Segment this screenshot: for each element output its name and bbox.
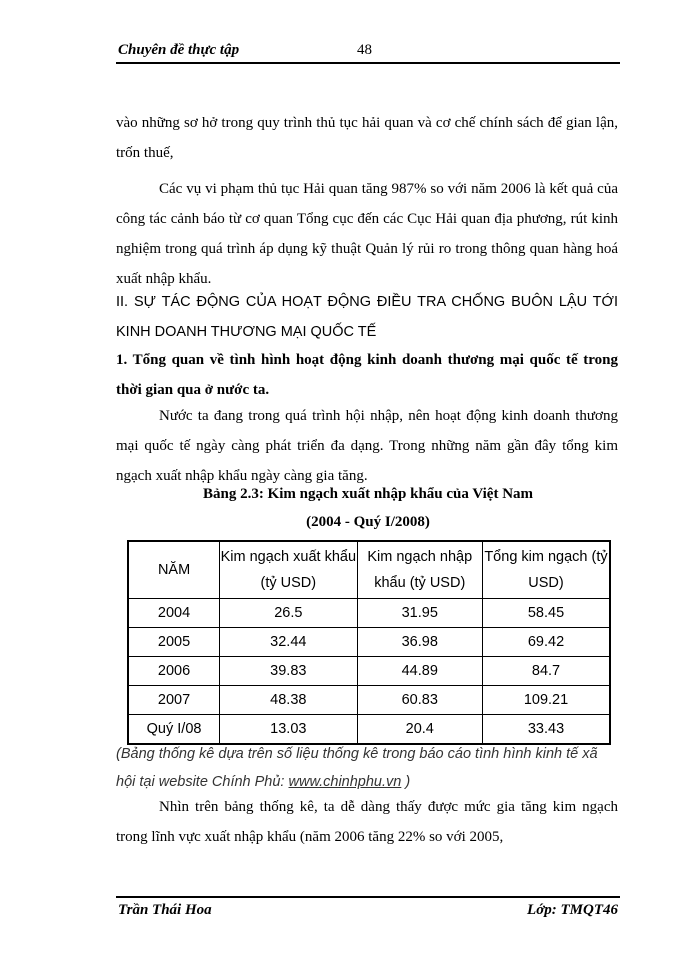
table-header-row bbox=[128, 541, 610, 599]
caption-end: ) bbox=[401, 774, 411, 790]
cell-export: 26.5 bbox=[220, 599, 357, 628]
source-link[interactable]: www.chinhphu.vn bbox=[288, 774, 402, 790]
table-row bbox=[128, 628, 610, 657]
paragraph-analysis: Nhìn trên bảng thống kê, ta dễ dàng thấy được mức gia tăng kim ngạch trong lĩnh vực xuất nhập khẩu (năm 2006 tăng 22% so với 2005, bbox=[116, 799, 618, 845]
footer-class: Lớp: TMQT46 bbox=[527, 902, 618, 918]
cell-import: 36.98 bbox=[357, 628, 482, 657]
table-row bbox=[128, 599, 610, 628]
cell-total: 84.7 bbox=[482, 657, 610, 686]
table-subtitle: (2004 - Quý I/2008) bbox=[306, 514, 430, 530]
header-title: Chuyên đề thực tập bbox=[118, 42, 240, 58]
trade-table bbox=[127, 540, 611, 745]
section-heading: II. SỰ TÁC ĐỘNG CỦA HOẠT ĐỘNG ĐIỀU TRA CHỐNG BUÔN LẬU TỚI KINH DOANH THƯƠNG MẠI QUỐC TẾ bbox=[116, 294, 618, 340]
table-row bbox=[128, 686, 610, 715]
cell-total: 69.42 bbox=[482, 628, 610, 657]
page-number: 48 bbox=[357, 42, 372, 58]
page-footer bbox=[116, 896, 620, 922]
cell-export: 39.83 bbox=[220, 657, 357, 686]
cell-total: 58.45 bbox=[482, 599, 610, 628]
cell-import: 20.4 bbox=[357, 715, 482, 745]
cell-total: 109.21 bbox=[482, 686, 610, 715]
cell-export: 48.38 bbox=[220, 686, 357, 715]
cell-year: 2007 bbox=[128, 686, 220, 715]
cell-export: 13.03 bbox=[220, 715, 357, 745]
cell-year: 2004 bbox=[128, 599, 220, 628]
paragraph-integration: Nước ta đang trong quá trình hội nhập, nên hoạt động kinh doanh thương mại quốc tế ngày càng phát triển đa dạng. Trong những năm gần đây tổng kim ngạch xuất nhập khẩu ngày càng gia tăng. bbox=[116, 408, 618, 484]
paragraph-continuation: vào những sơ hở trong quy trình thủ tục hải quan và cơ chế chính sách để gian lận, trốn thuế, bbox=[116, 115, 618, 161]
paragraph-customs-violations: Các vụ vi phạm thủ tục Hải quan tăng 987% so với năm 2006 là kết quả của công tác cảnh báo từ cơ quan Tổng cục đến các Cục Hải quan địa phương, rút kinh nghiệm trong quá trình áp dụng kỹ thuật Quản lý rủi ro trong thông quan hàng hoá xuất nhập khẩu. bbox=[116, 181, 618, 287]
page-header bbox=[116, 40, 620, 64]
table-source-caption bbox=[116, 740, 618, 796]
subsection-heading: 1. Tổng quan về tình hình hoạt động kinh doanh thương mại quốc tế trong thời gian qua ở nước ta. bbox=[116, 352, 618, 398]
header-import: Kim ngạch nhập khẩu (tỷ USD) bbox=[357, 541, 482, 599]
cell-year: 2005 bbox=[128, 628, 220, 657]
table-title: Bảng 2.3: Kim ngạch xuất nhập khẩu của Việt Nam bbox=[202, 486, 534, 502]
cell-import: 60.83 bbox=[357, 686, 482, 715]
caption-text: (Bảng thống kê dựa trên số liệu thống kê trong báo cáo tình hình kinh tế xã hội tại website Chính Phủ: bbox=[116, 746, 598, 790]
cell-year: 2006 bbox=[128, 657, 220, 686]
cell-year: Quý I/08 bbox=[128, 715, 220, 745]
footer-author: Trần Thái Hoa bbox=[118, 902, 212, 918]
cell-import: 31.95 bbox=[357, 599, 482, 628]
header-export: Kim ngạch xuất khẩu (tỷ USD) bbox=[220, 541, 357, 599]
cell-export: 32.44 bbox=[220, 628, 357, 657]
header-year: NĂM bbox=[128, 541, 220, 599]
table-row bbox=[128, 657, 610, 686]
cell-import: 44.89 bbox=[357, 657, 482, 686]
cell-total: 33.43 bbox=[482, 715, 610, 745]
header-total: Tổng kim ngạch (tỷ USD) bbox=[482, 541, 610, 599]
